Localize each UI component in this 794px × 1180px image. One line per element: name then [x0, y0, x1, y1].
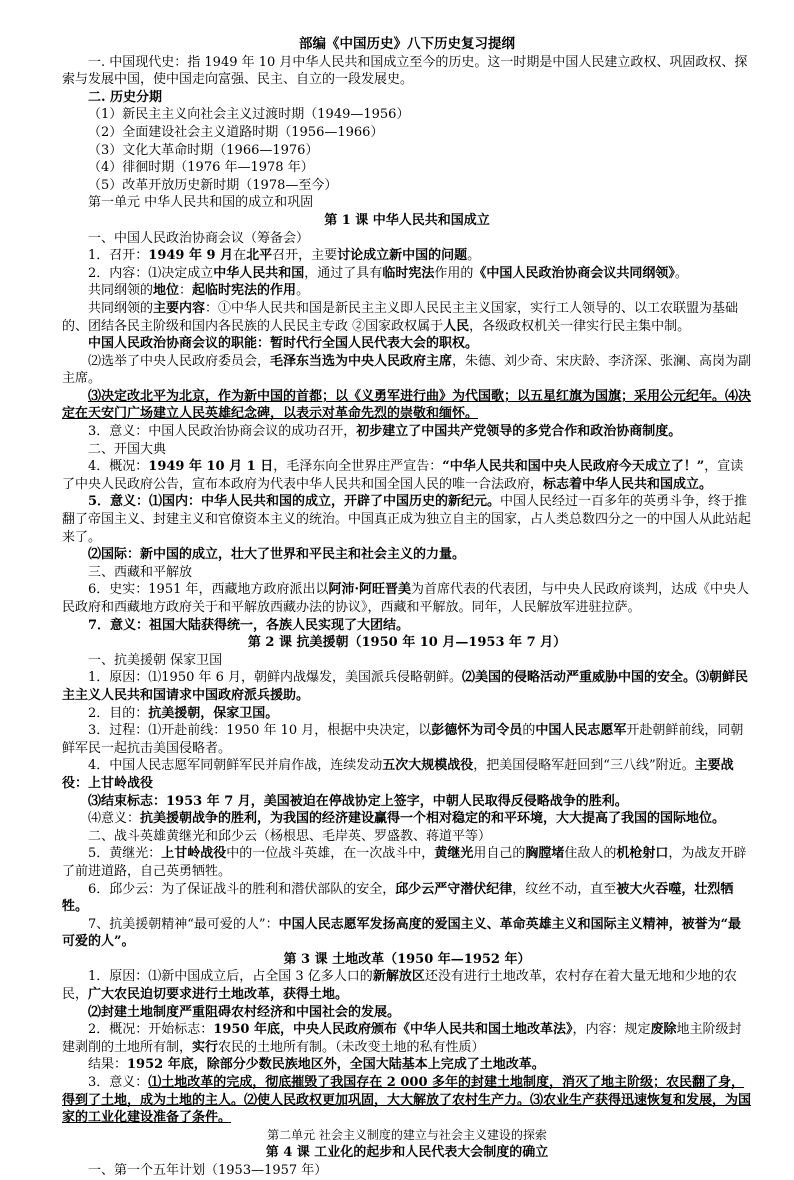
paragraph: 7、抗美援朝精神“最可爱的人”：中国人民志愿军发扬高度的爱国主义、革命英雄主义和国际主义精神，被誉为“最可爱的人”。 — [62, 916, 742, 950]
paragraph: 2．内容：⑴决定成立中华人民共和国，通过了具有临时宪法作用的《中国人民政治协商会议共同纲领》。 — [88, 265, 688, 281]
paragraph: 共同纲领的地位：起临时宪法的作用。 — [88, 283, 310, 299]
subsection-heading: 二、开国大典 — [88, 441, 167, 457]
page-title: 部编《中国历史》八下历史复习提纲 — [299, 36, 515, 52]
paragraph: 7．意义：祖国大陆获得统一，各族人民实现了大团结。 — [88, 617, 410, 633]
section-heading: 二. 历史分期 — [88, 89, 163, 105]
paragraph: 3．意义：中国人民政治协商会议的成功召开，初步建立了中国共产党领导的多党合作和政治协商制度。 — [88, 424, 682, 440]
subsection-heading: 一、抗美援朝 保家卫国 — [88, 652, 223, 668]
paragraph: ⑶决定改北平为北京，作为新中国的首都；以《义勇军进行曲》为代国歌；以五星红旗为国旗；采用公元纪年。⑷决定在天安门广场建立人民英雄纪念碑，以表示对革命先烈的崇敬和缅怀。 — [62, 388, 752, 422]
paragraph: 3．过程：⑴开赴前线：1950 年 10 月，根据中央决定，以彭德怀为司令员的中国人民志愿军开赴朝鲜前线，同朝鲜军民一起抗击美国侵略者。 — [62, 723, 744, 756]
paragraph: 3．意义：⑴土地改革的完成，彻底摧毁了我国存在 2 000 多年的封建土地制度，消灭了地主阶级；农民翻了身，得到了土地，成为土地的主人。⑵使人民政权更加巩固，大大解放了农村生产力。⑶农业生产获得迅速恢复和发展，为国家的工业化建设准备了条件。 — [62, 1075, 752, 1126]
subsection-heading: 三、西藏和平解放 — [88, 564, 193, 580]
lesson-heading: 第 1 课 中华人民共和国成立 — [324, 212, 490, 228]
paragraph: 中国人民政治协商会议的职能：暂时代行全国人民代表大会的职权。 — [88, 336, 479, 352]
unit-heading: 第一单元 中华人民共和国的成立和巩固 — [88, 195, 314, 211]
paragraph: 2．目的：抗美援朝，保家卫国。 — [88, 705, 279, 721]
lesson-heading: 第 4 课 工业化的起步和人民代表大会制度的确立 — [265, 1145, 549, 1161]
paragraph: 5．意义：⑴国内：中华人民共和国的成立，开辟了中国历史的新纪元。中国人民经过一百多年的英勇斗争，终于推翻了帝国主义、封建主义和官僚资本主义的统治。中国真正成为独立自主的国家，占人类总数四分之一的中国人从此站起来了。 — [62, 494, 752, 545]
paragraph: 4．中国人民志愿军同朝鲜军民并肩作战，连续发动五次大规模战役，把美国侵略军赶回到“三八线”附近。主要战役：上甘岭战役 — [62, 758, 734, 791]
subsection-heading: 一、中国人民政治协商会议（筹备会） — [88, 230, 310, 246]
period-item: （4）徘徊时期（1976 年—1978 年） — [88, 160, 314, 176]
paragraph: 1．原因：⑴新中国成立后，占全国 3 亿多人口的新解放区还没有进行土地改革，农村存在着大量无地和少地的农民，广大农民迫切要求进行土地改革，获得土地。 — [62, 969, 737, 1003]
lesson-heading: 第 2 课 抗美援朝（1950 年 10 月—1953 年 7 月） — [247, 635, 567, 651]
period-item: （1）新民主主义向社会主义过渡时期（1949—1956） — [88, 107, 410, 123]
paragraph: 6．史实：1951 年，西藏地方政府派出以阿沛·阿旺晋美为首席代表的代表团，与中央人民政府谈判，达成《中央人民政府和西藏地方政府关于和平解放西藏办法的协议》，西藏和平解放。同年，人民解放军进驻拉萨。 — [62, 582, 750, 615]
lesson-heading: 第 3 课 土地改革（1950 年—1952 年） — [283, 951, 531, 967]
paragraph: 共同纲领的主要内容：①中华人民共和国是新民主主义即人民民主主义国家，实行工人领导的、以工农联盟为基础的、团结各民主阶级和国内各民族的人民民主专政 ②国家政权属于人民，各级政权机关一律实行民主集中制。 — [62, 300, 739, 334]
paragraph: 一. 中国现代史：指 1949 年 10 月中华人民共和国成立至今的历史。这一时期是中国人民建立政权、巩固政权、探索与发展中国，使中国走向富强、民主、自立的一段发展史。 — [62, 54, 748, 88]
paragraph: ⑶结束标志：1953 年 7 月，美国被迫在停战协定上签字，中朝人民取得反侵略战争的胜利。 — [88, 793, 628, 809]
paragraph: 4．概况：1949 年 10 月 1 日，毛泽东向全世界庄严宣告：“中华人民共和国中央人民政府今天成立了！”，宣读了中央人民政府公告，宣布本政府为代表中华人民共和国全国人民的唯一合法政府，标志着中华人民共和国成立。 — [62, 459, 744, 492]
paragraph: ⑵封建土地制度严重阻碍农村经济和中国社会的发展。 — [88, 1004, 401, 1020]
paragraph: 1．原因：⑴1950 年 6 月，朝鲜内战爆发，美国派兵侵略朝鲜。⑵美国的侵略活动严重威胁中国的安全。⑶朝鲜民主主义人民共和国请求中国政府派兵援助。 — [62, 670, 749, 703]
period-item: （5）改革开放历史新时期（1978—至今） — [88, 177, 338, 193]
period-item: （3）文化大革命时期（1966—1976） — [88, 142, 319, 158]
subsection-heading: 一、第一个五年计划（1953—1957 年） — [88, 1163, 328, 1178]
paragraph: 5．黄继光：上甘岭战役中的一位战斗英雄，在一次战斗中，黄继光用自己的胸膛堵住敌人的机枪射口，为战友开辟了前进道路，自己英勇牺牲。 — [62, 846, 747, 879]
paragraph: ⑷意义：抗美援朝战争的胜利，为我国的经济建设赢得一个相对稳定的和平环境，大大提高了我国的国际地位。 — [88, 811, 726, 827]
paragraph: ⑵国际：新中国的成立，壮大了世界和平民主和社会主义的力量。 — [88, 547, 466, 563]
paragraph: 结果：1952 年底，除部分少数民族地区外，全国大陆基本上完成了土地改革。 — [88, 1057, 545, 1073]
paragraph: 2．概况：开始标志：1950 年底，中央人民政府颁布《中华人民共和国土地改革法》，内容：规定废除地主阶级封建剥削的土地所有制，实行农民的土地所有制。（未改变土地的私有性质） — [62, 1022, 742, 1055]
unit-heading: 第二单元 社会主义制度的建立与社会主义建设的探索 — [267, 1127, 547, 1142]
period-item: （2）全面建设社会主义道路时期（1956—1966） — [88, 124, 384, 140]
subsection-heading: 二、战斗英雄黄继光和邱少云（杨根思、毛岸英、罗盛教、蒋道平等） — [88, 828, 492, 844]
paragraph: ⑵选举了中央人民政府委员会，毛泽东当选为中央人民政府主席，朱德、刘少奇、宋庆龄、李济深、张澜、高岗为副主席。 — [62, 353, 752, 387]
paragraph: 1．召开：1949 年 9 月在北平召开，主要讨论成立新中国的问题。 — [88, 248, 481, 264]
paragraph: 6．邱少云：为了保证战斗的胜利和潜伏部队的安全，邱少云严守潜伏纪律，纹丝不动，直至被大火吞噬，壮烈牺牲。 — [62, 881, 734, 915]
